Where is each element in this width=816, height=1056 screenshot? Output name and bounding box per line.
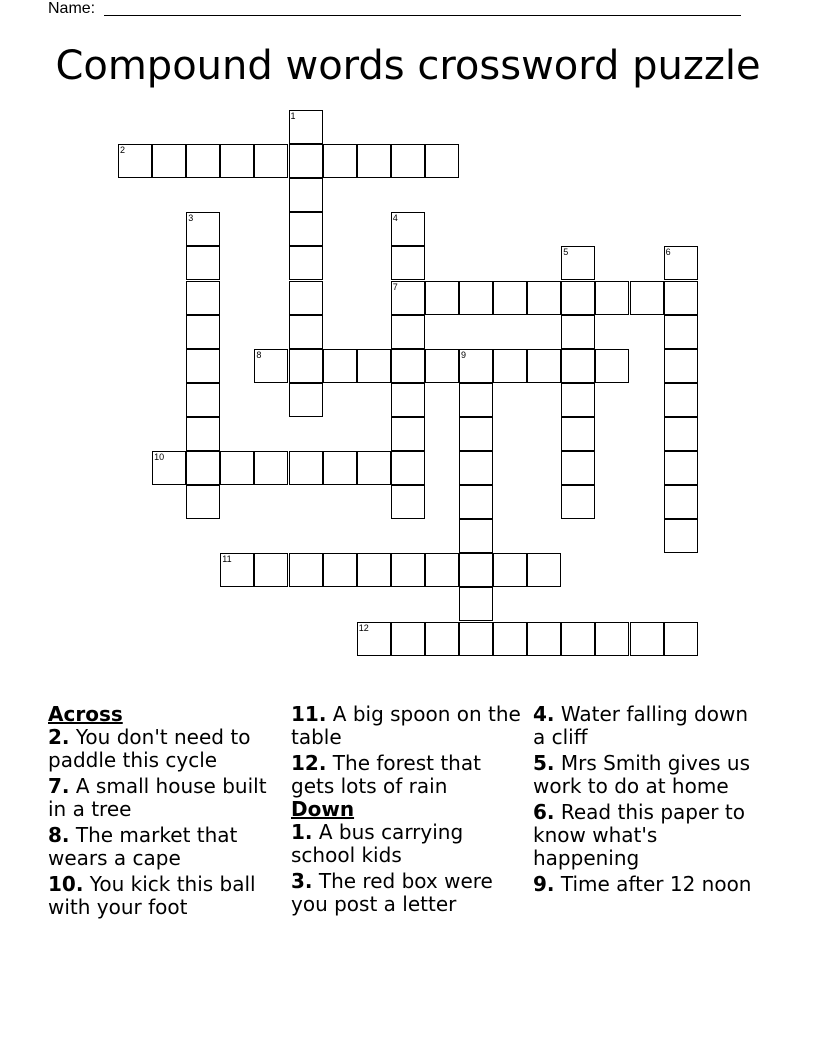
grid-cell[interactable] (527, 553, 561, 587)
clue-across-2: 2. You don't need to paddle this cycle (48, 725, 251, 772)
grid-cell[interactable] (289, 281, 323, 315)
clue-down-3: 3. The red box were you post a letter (291, 869, 493, 916)
clues-column-1 (48, 703, 280, 922)
clue-number: 7 (392, 281, 398, 292)
grid-cell[interactable] (289, 315, 323, 349)
grid-cell[interactable] (254, 553, 288, 587)
grid-cell[interactable] (459, 383, 493, 417)
clue-number: 12 (358, 622, 369, 633)
grid-cell[interactable] (595, 349, 629, 383)
clue-number: 4 (392, 213, 398, 224)
grid-cell[interactable] (664, 485, 698, 519)
grid-cell[interactable] (459, 553, 493, 587)
clue-across-8: 8. The market that wears a cape (48, 823, 238, 870)
grid-cell[interactable] (391, 451, 425, 485)
clue-number: 2 (120, 145, 126, 156)
grid-cell[interactable] (220, 553, 254, 587)
grid-cell[interactable] (391, 383, 425, 417)
grid-cell[interactable] (391, 315, 425, 349)
grid-cell[interactable] (630, 281, 664, 315)
grid-cell[interactable] (254, 144, 288, 178)
grid-cell[interactable] (561, 281, 595, 315)
grid-cell[interactable] (391, 622, 425, 656)
clue-across-11: 11. A big spoon on the table (291, 702, 521, 749)
grid-cell[interactable] (391, 246, 425, 280)
grid-cell[interactable] (289, 110, 323, 144)
grid-cell[interactable] (595, 622, 629, 656)
grid-cell[interactable] (289, 553, 323, 587)
clue-number: 10 (154, 452, 165, 462)
grid-cell[interactable] (561, 417, 595, 451)
clue-down-1: 1. A bus carrying school kids (291, 820, 464, 867)
grid-cell[interactable] (493, 349, 527, 383)
grid-cell[interactable] (323, 349, 357, 383)
clues-column-3 (533, 703, 765, 899)
grid-cell[interactable] (289, 349, 323, 383)
grid-cell[interactable] (459, 281, 493, 315)
grid-cell[interactable] (561, 315, 595, 349)
grid-cell[interactable] (357, 144, 391, 178)
grid-cell[interactable] (595, 281, 629, 315)
grid-cell[interactable] (323, 144, 357, 178)
grid-cell[interactable] (459, 417, 493, 451)
grid-cell[interactable] (289, 383, 323, 417)
grid-cell[interactable] (289, 178, 323, 212)
grid-cell[interactable] (664, 451, 698, 485)
clue-number: 1 (290, 111, 296, 121)
grid-cell[interactable] (527, 622, 561, 656)
clue-across-7: 7. A small house built in a tree (48, 774, 267, 821)
across-heading: Across (48, 702, 123, 726)
grid-cell[interactable] (664, 315, 698, 349)
grid-cell[interactable] (391, 281, 425, 315)
clue-down-6: 6. Read this paper to know what's happening (533, 800, 745, 870)
clue-number: 6 (665, 247, 671, 258)
grid-cell[interactable] (664, 383, 698, 417)
grid-cell[interactable] (391, 417, 425, 451)
grid-cell[interactable] (323, 553, 357, 587)
grid-cell[interactable] (664, 519, 698, 553)
clue-number: 9 (461, 349, 467, 360)
grid-cell[interactable] (186, 349, 220, 383)
grid-cell[interactable] (254, 349, 288, 383)
grid-cell[interactable] (186, 281, 220, 315)
grid-cell[interactable] (118, 144, 152, 178)
clue-down-5: 5. Mrs Smith gives us work to do at home (533, 751, 751, 798)
clue-number: 8 (256, 349, 262, 360)
page-title: Compound words crossword puzzle (55, 43, 761, 89)
grid-cell[interactable] (664, 622, 698, 656)
clue-across-12: 12. The forest that gets lots of rain (291, 751, 481, 798)
clue-down-4: 4. Water falling down a cliff (533, 702, 749, 749)
grid-cell[interactable] (391, 485, 425, 519)
grid-cell[interactable] (357, 451, 391, 485)
grid-cell[interactable] (323, 451, 357, 485)
grid-cell[interactable] (630, 622, 664, 656)
grid-cell[interactable] (289, 212, 323, 246)
grid-cell[interactable] (561, 383, 595, 417)
grid-cell[interactable] (459, 451, 493, 485)
grid-cell[interactable] (561, 349, 595, 383)
grid-cell[interactable] (493, 553, 527, 587)
grid-cell[interactable] (425, 144, 459, 178)
grid-cell[interactable] (289, 246, 323, 280)
grid-cell[interactable] (561, 485, 595, 519)
grid-cell[interactable] (493, 622, 527, 656)
grid-cell[interactable] (425, 622, 459, 656)
grid-cell[interactable] (561, 246, 595, 280)
grid-cell[interactable] (391, 144, 425, 178)
grid-cell[interactable] (357, 349, 391, 383)
grid-cell[interactable] (152, 144, 186, 178)
clues-column-2 (291, 703, 523, 919)
grid-cell[interactable] (186, 212, 220, 246)
grid-cell[interactable] (152, 451, 186, 485)
grid-cell[interactable] (425, 553, 459, 587)
grid-cell[interactable] (459, 519, 493, 553)
grid-cell[interactable] (220, 144, 254, 178)
grid-cell[interactable] (425, 349, 459, 383)
grid-cell[interactable] (289, 144, 323, 178)
grid-cell[interactable] (664, 246, 698, 280)
grid-cell[interactable] (664, 349, 698, 383)
grid-cell[interactable] (186, 485, 220, 519)
grid-cell[interactable] (391, 349, 425, 383)
grid-cell[interactable] (459, 622, 493, 656)
grid-cell[interactable] (561, 451, 595, 485)
grid-cell[interactable] (459, 349, 493, 383)
grid-cell[interactable] (664, 417, 698, 451)
grid-cell[interactable] (425, 281, 459, 315)
grid-cell[interactable] (527, 349, 561, 383)
grid-cell[interactable] (561, 622, 595, 656)
grid-cell[interactable] (186, 315, 220, 349)
clue-number: 5 (563, 247, 569, 258)
clue-number: 11 (222, 554, 232, 565)
grid-cell[interactable] (289, 451, 323, 485)
grid-cell[interactable] (527, 281, 561, 315)
grid-cell[interactable] (391, 212, 425, 246)
name-label: Name: (48, 0, 96, 17)
grid-cell[interactable] (459, 587, 493, 621)
grid-cell[interactable] (664, 281, 698, 315)
grid-cell[interactable] (357, 553, 391, 587)
grid-cell[interactable] (186, 246, 220, 280)
grid-cell[interactable] (186, 451, 220, 485)
grid-cell[interactable] (186, 383, 220, 417)
grid-cell[interactable] (220, 451, 254, 485)
grid-cell[interactable] (493, 281, 527, 315)
grid-cell[interactable] (186, 417, 220, 451)
grid-cell[interactable] (391, 553, 425, 587)
clue-number: 3 (188, 213, 194, 224)
grid-cell[interactable] (357, 622, 391, 656)
grid-cell[interactable] (186, 144, 220, 178)
grid-cell[interactable] (254, 451, 288, 485)
down-heading: Down (291, 797, 355, 821)
clue-across-10: 10. You kick this ball with your foot (48, 872, 256, 919)
grid-cell[interactable] (459, 485, 493, 519)
clue-down-9: 9. Time after 12 noon (533, 872, 752, 896)
